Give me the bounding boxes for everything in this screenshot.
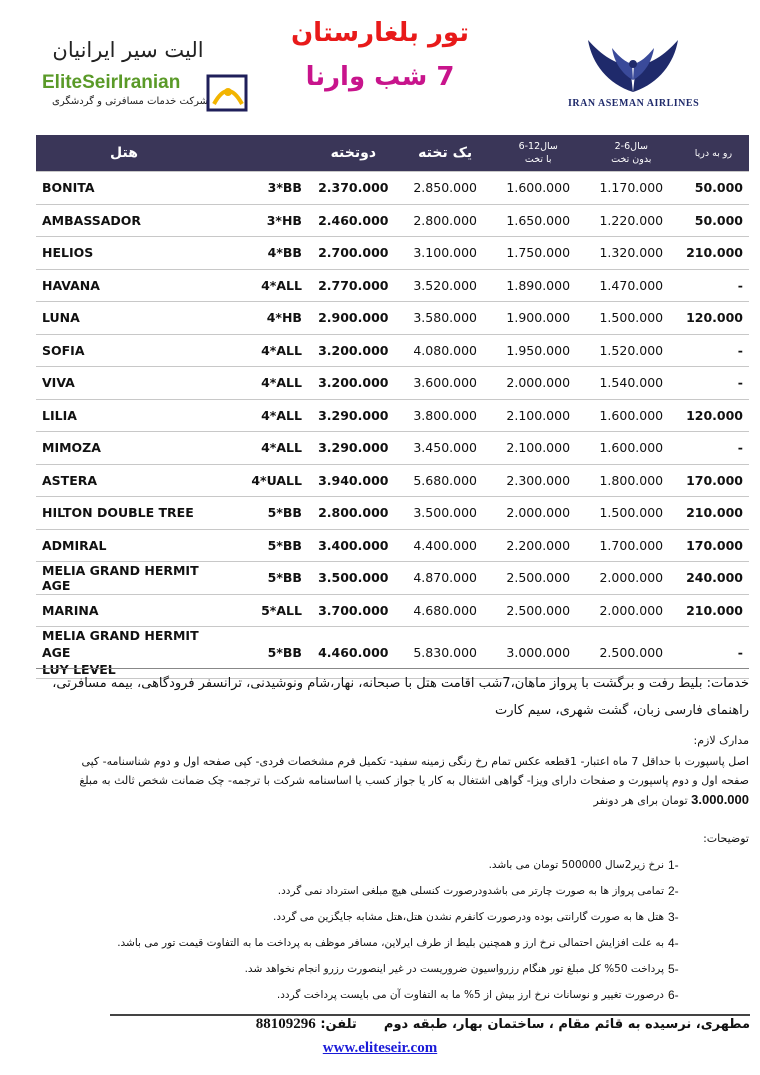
price-child-6-12: 2.500.000: [492, 594, 585, 627]
hotel-name: ADMIRAL: [36, 529, 230, 562]
price-single: 3.100.000: [399, 237, 492, 270]
services-text-2: راهنمای فارسی زبان، گشت شهری، سیم کارت: [494, 703, 749, 718]
hotel-name: SOFIA: [36, 334, 230, 367]
price-single: 3.600.000: [399, 367, 492, 400]
table-row: [36, 464, 749, 497]
price-child-2-6: 1.800.000: [585, 464, 678, 497]
hotel-grade: 4*BB: [230, 237, 308, 270]
price-child-2-6: 1.170.000: [585, 172, 678, 205]
table-row: [36, 594, 749, 627]
price-child-6-12: 2.200.000: [492, 529, 585, 562]
price-single: 5.680.000: [399, 464, 492, 497]
header-child-6-12-bed: با تخت: [524, 154, 552, 165]
airline-logo: [568, 34, 698, 114]
price-double: 3.400.000: [308, 529, 399, 562]
hotel-price-table: [36, 135, 749, 679]
table-bottom-divider: [36, 668, 749, 669]
documents-section: [36, 752, 749, 810]
price-child-6-12: 2.100.000: [492, 432, 585, 465]
note-number: 4-: [668, 936, 679, 950]
hotel-name: LILIA: [36, 399, 230, 432]
price-double: 2.460.000: [308, 204, 399, 237]
header-child-2-6-age: 2-6سال: [614, 141, 648, 152]
note-text: پرداخت 50% کل مبلغ تور هنگام رزرواسیون ضروریست در غیر اینصورت رزرو انجام نخواهد شد.: [244, 963, 664, 975]
price-child-6-12: 1.650.000: [492, 204, 585, 237]
website-link[interactable]: www.eliteseir.com: [322, 1040, 438, 1056]
hotel-name: MARINA: [36, 594, 230, 627]
phone-number: 88109296: [255, 1016, 316, 1032]
price-child-6-12: 3.000.000: [492, 627, 585, 679]
price-child-2-6: 1.500.000: [585, 302, 678, 335]
price-child-6-12: 2.100.000: [492, 399, 585, 432]
header-child-6-12-age: 6-12سال: [518, 141, 558, 152]
hotel-grade: 4*ALL: [230, 269, 308, 302]
hotel-grade: 5*BB: [230, 627, 308, 679]
documents-title: مدارک لازم:: [693, 734, 749, 747]
price-sea-view: -: [678, 367, 749, 400]
note-number: 5-: [668, 962, 679, 976]
price-sea-view: -: [678, 334, 749, 367]
price-single: 4.870.000: [399, 562, 492, 595]
hotel-grade: 4*ALL: [230, 399, 308, 432]
hotel-grade: 3*BB: [230, 172, 308, 205]
header-hotel: هتل: [36, 135, 308, 172]
price-double: 4.460.000: [308, 627, 399, 679]
price-single: 3.800.000: [399, 399, 492, 432]
hotel-name: HILTON DOUBLE TREE: [36, 497, 230, 530]
price-sea-view: 240.000: [678, 562, 749, 595]
table-row: [36, 334, 749, 367]
note-text: تمامی پرواز ها به صورت چارتر می باشدودرصورت کنسلی هیچ مبلغی استرداد نمی گردد.: [277, 885, 664, 897]
guarantee-amount: 3.000.000: [691, 792, 749, 807]
price-single: 3.500.000: [399, 497, 492, 530]
price-child-6-12: 1.950.000: [492, 334, 585, 367]
price-child-6-12: 1.600.000: [492, 172, 585, 205]
hotel-name: AMBASSADOR: [36, 204, 230, 237]
notes-title: توضیحات:: [703, 832, 749, 845]
table-row: [36, 432, 749, 465]
price-single: 4.080.000: [399, 334, 492, 367]
table-header-row: [36, 135, 749, 172]
services-line1: [36, 670, 749, 697]
hotel-grade: 5*ALL: [230, 594, 308, 627]
list-item: [90, 878, 692, 904]
list-item: [90, 982, 692, 1008]
price-single: 4.400.000: [399, 529, 492, 562]
note-text: هتل ها به صورت گارانتی بوده ودرصورت کانفرم نشدن هتل،هتل مشابه جایگزین می گردد.: [273, 911, 664, 923]
price-double: 2.800.000: [308, 497, 399, 530]
hotel-name: HAVANA: [36, 269, 230, 302]
price-child-2-6: 1.500.000: [585, 497, 678, 530]
price-child-2-6: 1.320.000: [585, 237, 678, 270]
table-row: [36, 172, 749, 205]
price-sea-view: 50.000: [678, 172, 749, 205]
price-child-2-6: 1.220.000: [585, 204, 678, 237]
hotel-name: VIVA: [36, 367, 230, 400]
price-sea-view: 120.000: [678, 399, 749, 432]
price-child-6-12: 2.000.000: [492, 497, 585, 530]
note-number: 1-: [668, 858, 679, 872]
footer-address: [110, 1016, 750, 1033]
note-number: 2-: [668, 884, 679, 898]
price-single: 2.850.000: [399, 172, 492, 205]
agency-name-en: EliteSeirIranian: [42, 72, 181, 93]
hotel-grade: 4*ALL: [230, 334, 308, 367]
header-sea-view: رو به دریا: [678, 135, 749, 172]
price-sea-view: 50.000: [678, 204, 749, 237]
price-sea-view: 210.000: [678, 497, 749, 530]
list-item: [90, 930, 692, 956]
price-double: 2.770.000: [308, 269, 399, 302]
price-sea-view: -: [678, 269, 749, 302]
agency-tagline: شرکت خدمات مسافرتی و گردشگری: [52, 96, 208, 107]
price-double: 2.700.000: [308, 237, 399, 270]
price-child-2-6: 1.700.000: [585, 529, 678, 562]
price-sea-view: 170.000: [678, 529, 749, 562]
price-child-6-12: 2.000.000: [492, 367, 585, 400]
services-label: خدمات:: [706, 676, 749, 691]
tour-title: [270, 18, 490, 92]
table-row: [36, 302, 749, 335]
agency-logo: [38, 28, 258, 118]
price-child-2-6: 1.520.000: [585, 334, 678, 367]
price-sea-view: 170.000: [678, 464, 749, 497]
price-child-2-6: 1.600.000: [585, 399, 678, 432]
page-header: [0, 0, 760, 130]
hotel-name-line2: LUY LEVEL: [42, 662, 116, 677]
list-item: [90, 956, 692, 982]
price-double: 2.900.000: [308, 302, 399, 335]
price-child-2-6: 1.470.000: [585, 269, 678, 302]
hotel-grade: 5*BB: [230, 562, 308, 595]
table-row: [36, 269, 749, 302]
price-child-6-12: 2.300.000: [492, 464, 585, 497]
price-single: 3.520.000: [399, 269, 492, 302]
table-row: [36, 399, 749, 432]
price-double: 2.370.000: [308, 172, 399, 205]
price-child-6-12: 2.500.000: [492, 562, 585, 595]
list-item: [90, 904, 692, 930]
price-child-2-6: 1.540.000: [585, 367, 678, 400]
price-single: 4.680.000: [399, 594, 492, 627]
table-row: [36, 367, 749, 400]
phone-label: تلفن:: [320, 1017, 357, 1032]
price-child-2-6: 2.000.000: [585, 562, 678, 595]
hotel-grade: 4*ALL: [230, 432, 308, 465]
hotel-grade: 4*ALL: [230, 367, 308, 400]
hotel-name: LUNA: [36, 302, 230, 335]
price-single: 3.450.000: [399, 432, 492, 465]
note-text: به علت افزایش احتمالی نرخ ارز و همچنین بلیط از طرف ایرلاین، مسافر موظف به پرداخت ما به التفاوت قیمت تور می باشد.: [117, 937, 664, 949]
price-child-2-6: 1.600.000: [585, 432, 678, 465]
hotel-name: BONITA: [36, 172, 230, 205]
price-double: 3.700.000: [308, 594, 399, 627]
hotel-name: HELIOS: [36, 237, 230, 270]
price-child-6-12: 1.890.000: [492, 269, 585, 302]
elite-seir-logo-icon: [206, 70, 250, 116]
header-single: یک تخته: [399, 135, 492, 172]
table-row: [36, 497, 749, 530]
header-double: دوتخته: [308, 135, 399, 172]
airline-name: IRAN ASEMAN AIRLINES: [568, 98, 700, 109]
hotel-grade: 4*HB: [230, 302, 308, 335]
price-double: 3.940.000: [308, 464, 399, 497]
documents-line3-suffix: تومان برای هر دونفر: [593, 794, 688, 807]
documents-line2: صفحه اول و دوم پاسپورت و صفحات دارای ویزا- گواهی اشتغال به کار یا جواز کسب یا اساسنامه شرکت با ترجمه- چک ضمانت شخص ثالث به مبلغ: [79, 774, 749, 787]
table-row: [36, 237, 749, 270]
price-single: 2.800.000: [399, 204, 492, 237]
hotel-name: MIMOZA: [36, 432, 230, 465]
documents-line1: اصل پاسپورت با حداقل 7 ماه اعتبار- 1قطعه عکس تمام رخ رنگی زمینه سفید- تکمیل فرم مشخصات فردی- کپی صفحه اول و دوم شناسنامه- کپی: [81, 755, 749, 768]
table-row: [36, 562, 749, 595]
price-child-6-12: 1.750.000: [492, 237, 585, 270]
notes-list: [90, 852, 692, 1008]
tour-title-country: تور بلغارستان: [290, 18, 469, 48]
price-sea-view: 120.000: [678, 302, 749, 335]
price-double: 3.290.000: [308, 432, 399, 465]
services-text-1: بلیط رفت و برگشت با پرواز ماهان،7شب اقامت هتل با صبحانه، نهار،شام ونوشیدنی، ترانسفر فرودگاهی، بیمه مسافرتی،: [52, 676, 703, 691]
price-double: 3.500.000: [308, 562, 399, 595]
hotel-grade: 3*HB: [230, 204, 308, 237]
hotel-grade: 5*BB: [230, 529, 308, 562]
tour-title-duration: 7 شب وارنا: [305, 62, 455, 92]
price-double: 3.200.000: [308, 367, 399, 400]
price-sea-view: -: [678, 627, 749, 679]
note-number: 6-: [668, 988, 679, 1002]
agency-name-fa: الیت سیر ایرانیان: [52, 38, 204, 62]
note-text: نرخ زیر2سال 500000 تومان می باشد.: [488, 859, 664, 871]
list-item: [90, 852, 692, 878]
iran-aseman-wings-icon: [578, 34, 688, 94]
documents-line3: [36, 790, 749, 810]
price-child-2-6: 2.500.000: [585, 627, 678, 679]
services-section: [36, 670, 749, 724]
note-number: 3-: [668, 910, 679, 924]
price-single: 5.830.000: [399, 627, 492, 679]
price-sea-view: 210.000: [678, 237, 749, 270]
hotel-name-line1: MELIA GRAND HERMIT AGE: [42, 628, 199, 660]
hotel-grade: 5*BB: [230, 497, 308, 530]
hotel-name: MELIA GRAND HERMIT AGE: [36, 562, 230, 595]
price-single: 3.580.000: [399, 302, 492, 335]
hotel-grade: 4*UALL: [230, 464, 308, 497]
price-child-6-12: 1.900.000: [492, 302, 585, 335]
header-child-2-6-bed: بدون تخت: [611, 154, 652, 165]
price-child-2-6: 2.000.000: [585, 594, 678, 627]
header-child-2-6: [585, 135, 678, 172]
table-row: [36, 204, 749, 237]
note-text: درصورت تغییر و نوسانات نرخ ارز بیش از 5% ما به التفاوت آن می بایست پرداخت گردد.: [276, 989, 664, 1001]
hotel-name: ASTERA: [36, 464, 230, 497]
header-child-6-12: [492, 135, 585, 172]
price-sea-view: 210.000: [678, 594, 749, 627]
price-double: 3.290.000: [308, 399, 399, 432]
price-double: 3.200.000: [308, 334, 399, 367]
price-sea-view: -: [678, 432, 749, 465]
address-text: مطهری، نرسیده به قائم مقام ، ساختمان بهار، طبقه دوم: [383, 1017, 750, 1032]
table-row: [36, 529, 749, 562]
